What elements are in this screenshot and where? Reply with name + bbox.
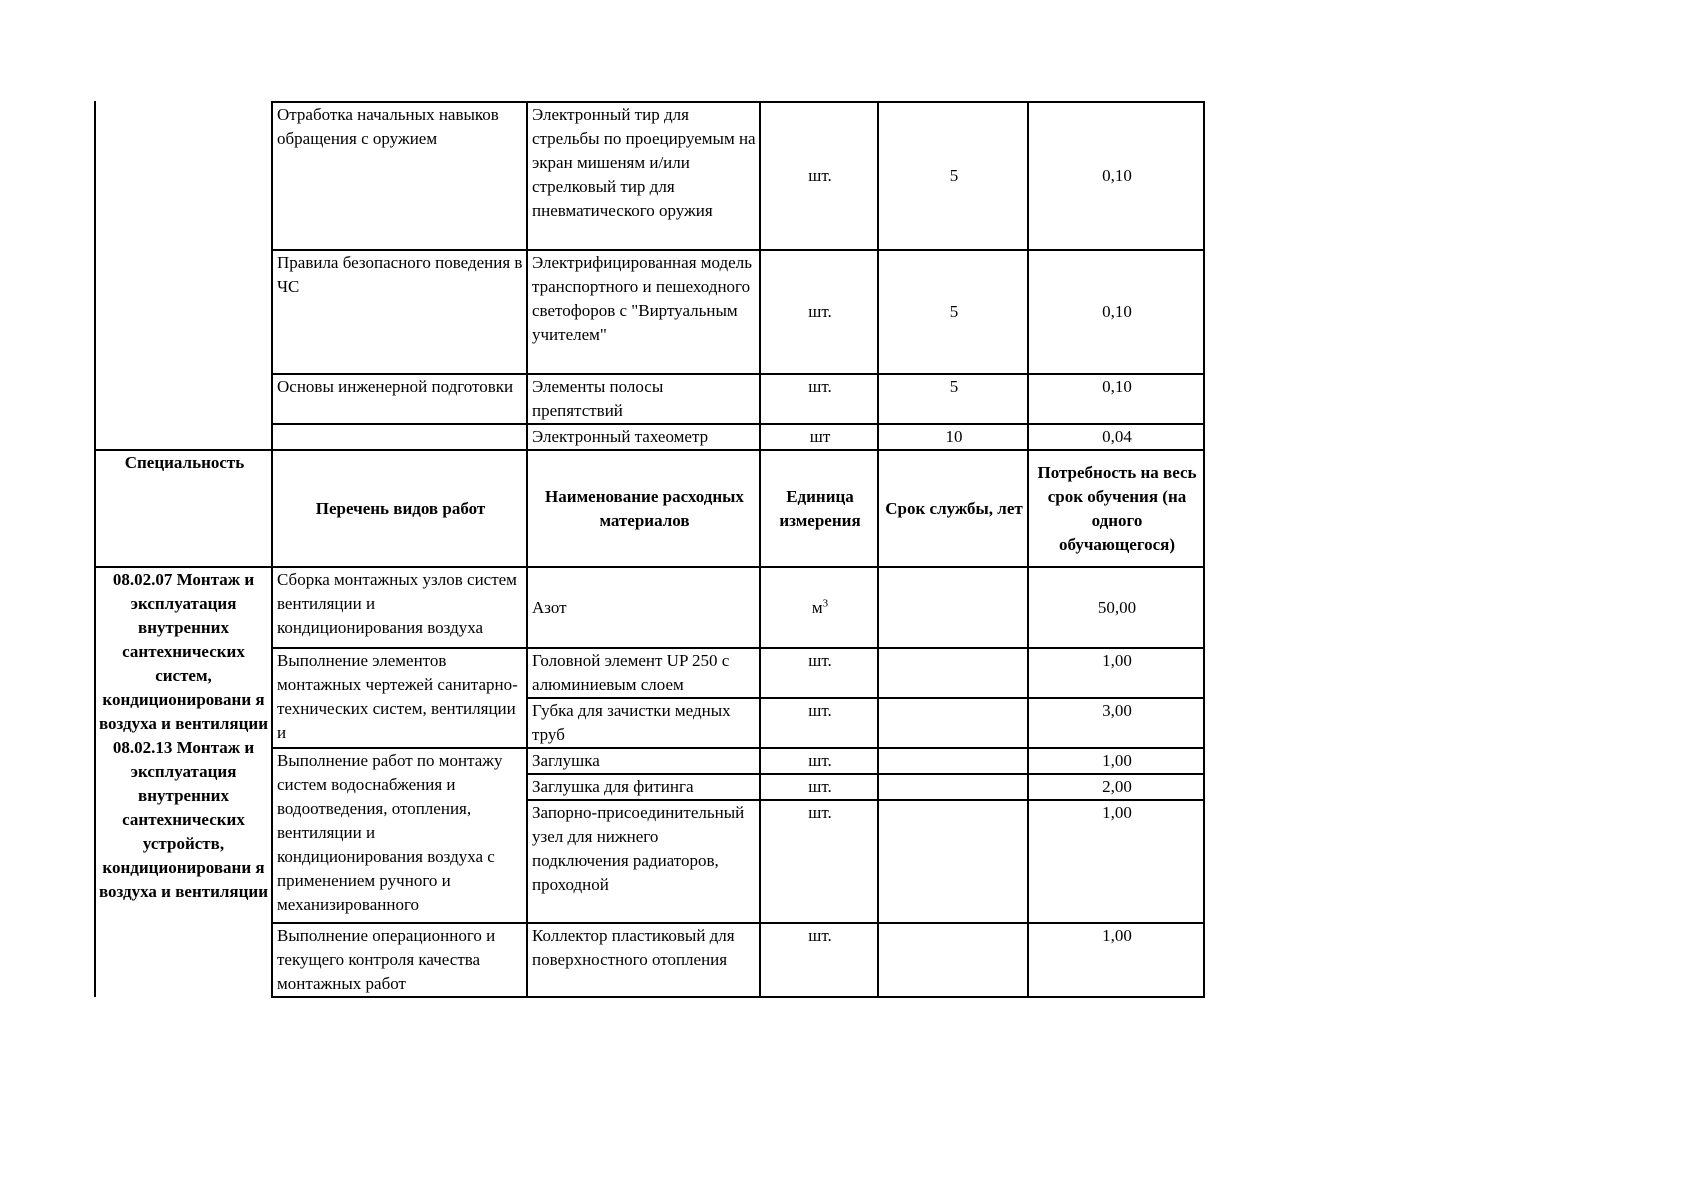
unit-cell: шт.	[760, 923, 878, 997]
unit-cell: шт.	[760, 250, 878, 374]
need-cell: 2,00	[1028, 774, 1204, 800]
service-life-cell	[878, 698, 1028, 748]
material-cell: Электронный тахеометр	[527, 424, 760, 450]
service-life-cell: 5	[878, 250, 1028, 374]
work-cell: Отработка начальных навыков обращения с оружием	[272, 102, 527, 250]
work-cell: Сборка монтажных узлов систем вентиляции и кондиционирования воздуха	[272, 567, 527, 648]
service-life-cell	[878, 774, 1028, 800]
work-cell: Выполнение работ по монтажу систем водоснабжения и водоотведения, отопления, вентиляции и кондиционирования воздуха с применением ручного и механизированного	[272, 748, 527, 923]
need-cell: 1,00	[1028, 800, 1204, 923]
unit-cell: шт.	[760, 774, 878, 800]
materials-table	[94, 101, 1205, 998]
unit-cell: шт.	[760, 648, 878, 698]
unit-cell: шт.	[760, 748, 878, 774]
need-cell: 1,00	[1028, 648, 1204, 698]
unit-cell: шт.	[760, 374, 878, 424]
table-header-row	[95, 450, 1204, 567]
unit-superscript: 3	[822, 596, 829, 609]
work-cell: Выполнение операционного и текущего контроля качества монтажных работ	[272, 923, 527, 997]
specialty-cell: 08.02.07 Монтаж и эксплуатация внутренних сантехнических систем, кондиционировани я воздуха и вентиляции 08.02.13 Монтаж и эксплуатация внутренних сантехнических устройств, кондиционировани я воздуха и вентиляции	[95, 567, 272, 997]
material-cell: Головной элемент UP 250 с алюминиевым слоем	[527, 648, 760, 698]
unit-text: м	[811, 597, 823, 617]
material-cell: Электронный тир для стрельбы по проецируемым на экран мишеням и/или стрелковый тир для пневматического оружия	[527, 102, 760, 250]
header-works: Перечень видов работ	[272, 450, 527, 567]
service-life-cell	[878, 923, 1028, 997]
service-life-cell: 5	[878, 374, 1028, 424]
work-cell	[272, 424, 527, 450]
header-need: Потребность на весь срок обучения (на одного обучающегося)	[1028, 450, 1204, 567]
need-cell: 0,10	[1028, 250, 1204, 374]
work-cell: Правила безопасного поведения в ЧС	[272, 250, 527, 374]
need-cell: 1,00	[1028, 923, 1204, 997]
material-cell: Электрифицированная модель транспортного и пешеходного светофоров с "Виртуальным учителем"	[527, 250, 760, 374]
need-cell: 0,04	[1028, 424, 1204, 450]
service-life-cell	[878, 648, 1028, 698]
unit-cell: шт	[760, 424, 878, 450]
unit-cell: шт.	[760, 800, 878, 923]
unit-cell	[760, 567, 878, 648]
need-cell: 3,00	[1028, 698, 1204, 748]
work-cell: Выполнение элементов монтажных чертежей санитарно-технических систем, вентиляции и	[272, 648, 527, 748]
header-specialty: Специальность	[95, 450, 272, 567]
header-materials: Наименование расходных материалов	[527, 450, 760, 567]
material-cell: Элементы полосы препятствий	[527, 374, 760, 424]
table-row	[95, 102, 1204, 250]
header-unit: Единица измерения	[760, 450, 878, 567]
unit-cell: шт.	[760, 102, 878, 250]
header-service-life: Срок службы, лет	[878, 450, 1028, 567]
need-cell: 0,10	[1028, 102, 1204, 250]
unit-cell: шт.	[760, 698, 878, 748]
material-cell: Заглушка для фитинга	[527, 774, 760, 800]
material-cell: Губка для зачистки медных труб	[527, 698, 760, 748]
service-life-cell	[878, 567, 1028, 648]
service-life-cell	[878, 800, 1028, 923]
service-life-cell: 10	[878, 424, 1028, 450]
need-cell: 50,00	[1028, 567, 1204, 648]
need-cell: 0,10	[1028, 374, 1204, 424]
table-row	[95, 567, 1204, 648]
service-life-cell	[878, 748, 1028, 774]
material-cell: Запорно-присоединительный узел для нижнего подключения радиаторов, проходной	[527, 800, 760, 923]
material-cell: Заглушка	[527, 748, 760, 774]
specialty-cell-empty	[95, 102, 272, 450]
material-cell: Коллектор пластиковый для поверхностного отопления	[527, 923, 760, 997]
work-cell: Основы инженерной подготовки	[272, 374, 527, 424]
service-life-cell: 5	[878, 102, 1028, 250]
material-cell: Азот	[527, 567, 760, 648]
need-cell: 1,00	[1028, 748, 1204, 774]
